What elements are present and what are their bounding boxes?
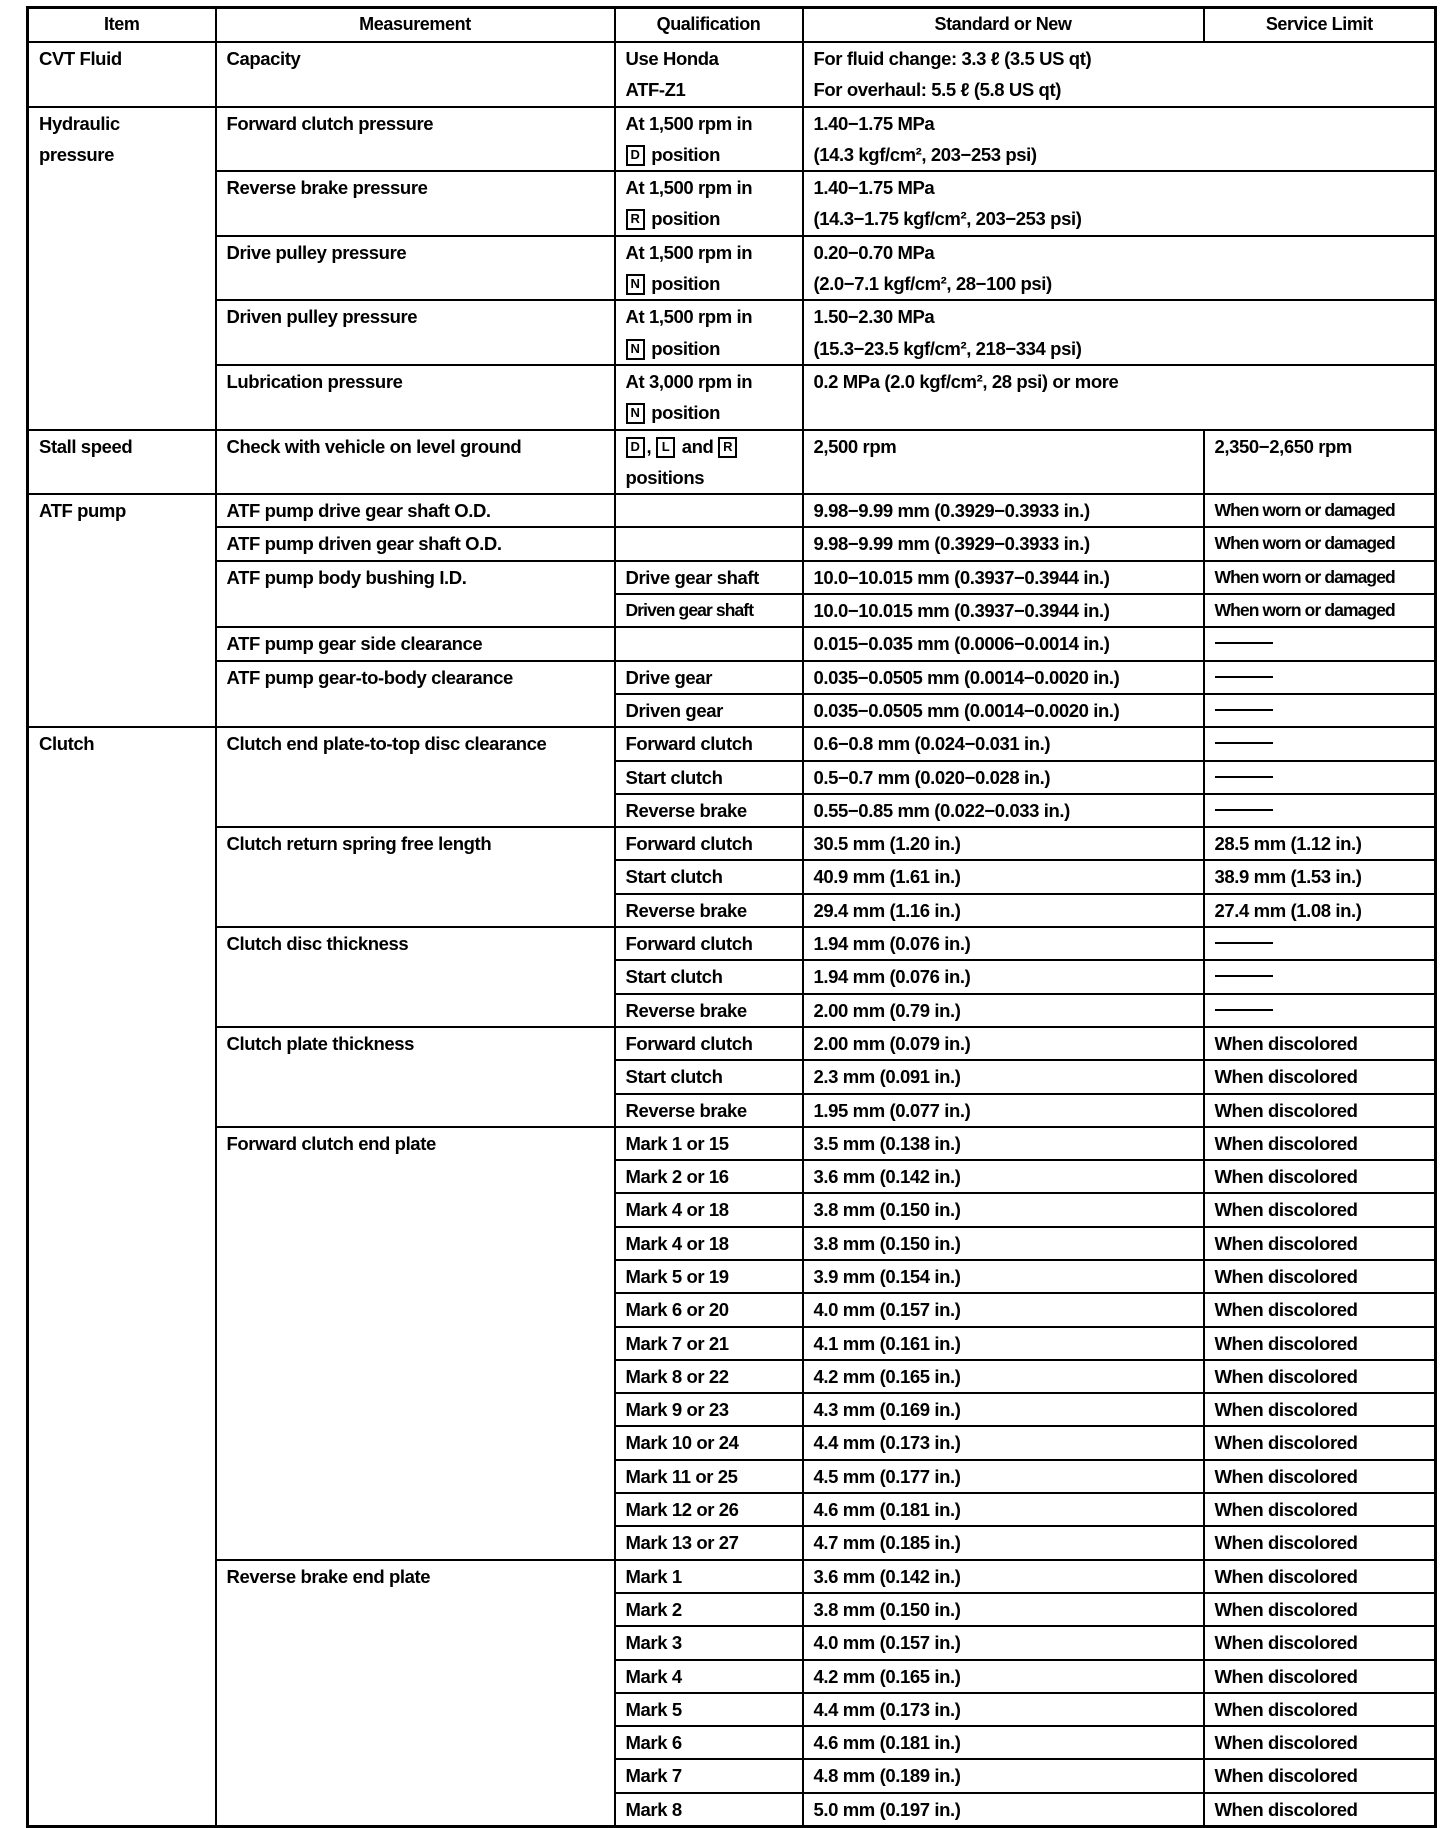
standard-cell: 1.94 mm (0.076 in.) — [803, 960, 1204, 993]
standard-cell: For fluid change: 3.3 ℓ (3.5 US qt) For overhaul: 5.5 ℓ (5.8 US qt) — [803, 42, 1436, 107]
service-limit-cell: When discolored — [1204, 1793, 1436, 1827]
qualification-cell: At 1,500 rpm in N position — [615, 236, 803, 301]
shift-position-l-icon: L — [656, 437, 675, 458]
qualification-cell: Mark 4 — [615, 1660, 803, 1693]
qualification-cell — [615, 627, 803, 660]
qualification-cell — [615, 494, 803, 527]
standard-cell: 4.6 mm (0.181 in.) — [803, 1726, 1204, 1759]
service-limit-cell: When discolored — [1204, 1094, 1436, 1127]
not-applicable-dash — [1215, 975, 1273, 977]
qualification-cell: Reverse brake — [615, 794, 803, 827]
service-limit-cell: When discolored — [1204, 1593, 1436, 1626]
table-row — [28, 107, 1436, 172]
standard-cell: 40.9 mm (1.61 in.) — [803, 860, 1204, 893]
shift-position-n-icon: N — [626, 403, 645, 424]
not-applicable-dash — [1215, 642, 1273, 644]
service-limit-cell: When discolored — [1204, 1027, 1436, 1060]
measurement-cell: Clutch plate thickness — [216, 1027, 615, 1127]
standard-cell: 9.98−9.99 mm (0.3929−0.3933 in.) — [803, 527, 1204, 560]
item-cell: CVT Fluid — [28, 42, 216, 107]
qualification-cell: At 1,500 rpm in R position — [615, 171, 803, 236]
measurement-cell: Drive pulley pressure — [216, 236, 615, 301]
service-limit-cell: When discolored — [1204, 1526, 1436, 1559]
table-body — [28, 42, 1436, 1827]
service-limit-cell — [1204, 694, 1436, 727]
service-limit-cell: When discolored — [1204, 1493, 1436, 1526]
standard-cell: 2.00 mm (0.79 in.) — [803, 994, 1204, 1027]
measurement-cell: Reverse brake end plate — [216, 1560, 615, 1827]
qualification-cell: Forward clutch — [615, 927, 803, 960]
standard-cell: 0.015−0.035 mm (0.0006−0.0014 in.) — [803, 627, 1204, 660]
table-row — [28, 527, 1436, 560]
service-limit-cell: When discolored — [1204, 1660, 1436, 1693]
standard-cell: 0.55−0.85 mm (0.022−0.033 in.) — [803, 794, 1204, 827]
qualification-cell: Start clutch — [615, 1060, 803, 1093]
table-row — [28, 927, 1436, 960]
shift-position-n-icon: N — [626, 339, 645, 360]
qualification-cell: Start clutch — [615, 761, 803, 794]
standard-cell: 2.3 mm (0.091 in.) — [803, 1060, 1204, 1093]
standard-cell: 3.8 mm (0.150 in.) — [803, 1593, 1204, 1626]
standard-cell: 1.95 mm (0.077 in.) — [803, 1094, 1204, 1127]
service-limit-cell: When discolored — [1204, 1260, 1436, 1293]
measurement-cell: Forward clutch pressure — [216, 107, 615, 172]
standard-cell: 4.2 mm (0.165 in.) — [803, 1360, 1204, 1393]
qualification-cell: Forward clutch — [615, 1027, 803, 1060]
qualification-cell: Mark 4 or 18 — [615, 1193, 803, 1226]
item-cell: ATF pump — [28, 494, 216, 727]
standard-cell: 3.6 mm (0.142 in.) — [803, 1560, 1204, 1593]
service-limit-cell: When worn or damaged — [1204, 527, 1436, 560]
qualification-cell: At 3,000 rpm in N position — [615, 365, 803, 430]
service-limit-cell: When discolored — [1204, 1160, 1436, 1193]
service-limit-cell: When discolored — [1204, 1759, 1436, 1792]
not-applicable-dash — [1215, 776, 1273, 778]
service-limit-cell: When discolored — [1204, 1293, 1436, 1326]
service-limit-cell: When discolored — [1204, 1327, 1436, 1360]
table-row — [28, 300, 1436, 365]
service-limit-cell: When discolored — [1204, 1460, 1436, 1493]
not-applicable-dash — [1215, 809, 1273, 811]
header-item: Item — [28, 8, 216, 43]
service-limit-cell: When worn or damaged — [1204, 594, 1436, 627]
qualification-cell: Mark 10 or 24 — [615, 1426, 803, 1459]
service-limit-cell: When discolored — [1204, 1193, 1436, 1226]
table-row — [28, 827, 1436, 860]
service-limit-cell — [1204, 627, 1436, 660]
standard-cell: 4.5 mm (0.177 in.) — [803, 1460, 1204, 1493]
not-applicable-dash — [1215, 942, 1273, 944]
standard-cell: 0.6−0.8 mm (0.024−0.031 in.) — [803, 727, 1204, 760]
service-limit-cell — [1204, 960, 1436, 993]
qualification-cell: Mark 1 or 15 — [615, 1127, 803, 1160]
qualification-cell: Mark 8 or 22 — [615, 1360, 803, 1393]
standard-cell: 0.035−0.0505 mm (0.0014−0.0020 in.) — [803, 694, 1204, 727]
measurement-cell: Check with vehicle on level ground — [216, 430, 615, 495]
qualification-cell: Driven gear — [615, 694, 803, 727]
shift-position-d-icon: D — [626, 437, 645, 458]
service-limit-cell: When discolored — [1204, 1060, 1436, 1093]
qualification-cell: Start clutch — [615, 960, 803, 993]
table-row — [28, 1027, 1436, 1060]
header-qualification: Qualification — [615, 8, 803, 43]
specifications-table — [26, 6, 1437, 1828]
service-limit-cell: When discolored — [1204, 1693, 1436, 1726]
measurement-cell: Forward clutch end plate — [216, 1127, 615, 1560]
table-row — [28, 494, 1436, 527]
qualification-cell: Mark 7 — [615, 1759, 803, 1792]
table-row — [28, 561, 1436, 594]
qualification-cell: Reverse brake — [615, 1094, 803, 1127]
shift-position-r-icon: R — [718, 437, 737, 458]
header-service-limit: Service Limit — [1204, 8, 1436, 43]
table-row — [28, 365, 1436, 430]
qualification-cell: Mark 12 or 26 — [615, 1493, 803, 1526]
qualification-cell: Mark 11 or 25 — [615, 1460, 803, 1493]
table-row — [28, 171, 1436, 236]
qualification-cell: Mark 6 — [615, 1726, 803, 1759]
qualification-cell: Mark 2 — [615, 1593, 803, 1626]
table-row — [28, 661, 1436, 694]
service-limit-cell: 2,350−2,650 rpm — [1204, 430, 1436, 495]
standard-cell: 10.0−10.015 mm (0.3937−0.3944 in.) — [803, 594, 1204, 627]
service-limit-cell: When discolored — [1204, 1393, 1436, 1426]
item-cell: Clutch — [28, 727, 216, 1826]
standard-cell: 3.9 mm (0.154 in.) — [803, 1260, 1204, 1293]
standard-cell: 3.6 mm (0.142 in.) — [803, 1160, 1204, 1193]
header-measurement: Measurement — [216, 8, 615, 43]
standard-cell: 0.5−0.7 mm (0.020−0.028 in.) — [803, 761, 1204, 794]
qualification-cell: Mark 5 — [615, 1693, 803, 1726]
not-applicable-dash — [1215, 676, 1273, 678]
header-row — [28, 8, 1436, 43]
standard-cell: 4.1 mm (0.161 in.) — [803, 1327, 1204, 1360]
service-limit-cell: When discolored — [1204, 1726, 1436, 1759]
not-applicable-dash — [1215, 1009, 1273, 1011]
standard-cell: 4.0 mm (0.157 in.) — [803, 1293, 1204, 1326]
qualification-cell: Forward clutch — [615, 727, 803, 760]
qualification-cell: At 1,500 rpm in N position — [615, 300, 803, 365]
service-limit-cell: When discolored — [1204, 1127, 1436, 1160]
standard-cell: 4.4 mm (0.173 in.) — [803, 1426, 1204, 1459]
qualification-cell: D , L and R positions — [615, 430, 803, 495]
shift-position-d-icon: D — [626, 145, 645, 166]
standard-cell: 3.8 mm (0.150 in.) — [803, 1227, 1204, 1260]
table-row — [28, 1560, 1436, 1593]
standard-cell: 4.3 mm (0.169 in.) — [803, 1393, 1204, 1426]
standard-cell: 4.7 mm (0.185 in.) — [803, 1526, 1204, 1559]
standard-cell: 0.20−0.70 MPa (2.0−7.1 kgf/cm², 28−100 psi) — [803, 236, 1436, 301]
service-limit-cell: 28.5 mm (1.12 in.) — [1204, 827, 1436, 860]
standard-cell: 0.2 MPa (2.0 kgf/cm², 28 psi) or more — [803, 365, 1436, 430]
standard-cell: 1.40−1.75 MPa (14.3−1.75 kgf/cm², 203−253 psi) — [803, 171, 1436, 236]
standard-cell: 9.98−9.99 mm (0.3929−0.3933 in.) — [803, 494, 1204, 527]
qualification-cell: Mark 1 — [615, 1560, 803, 1593]
service-limit-cell — [1204, 727, 1436, 760]
table-row — [28, 236, 1436, 301]
table-row — [28, 430, 1436, 495]
service-limit-cell — [1204, 994, 1436, 1027]
standard-cell: 4.2 mm (0.165 in.) — [803, 1660, 1204, 1693]
service-limit-cell: When discolored — [1204, 1426, 1436, 1459]
service-limit-cell: When worn or damaged — [1204, 494, 1436, 527]
measurement-cell: ATF pump drive gear shaft O.D. — [216, 494, 615, 527]
qualification-cell: At 1,500 rpm in D position — [615, 107, 803, 172]
qualification-cell — [615, 527, 803, 560]
standard-cell: 4.6 mm (0.181 in.) — [803, 1493, 1204, 1526]
qualification-cell: Mark 7 or 21 — [615, 1327, 803, 1360]
qualification-cell: Mark 3 — [615, 1626, 803, 1659]
service-limit-cell: 27.4 mm (1.08 in.) — [1204, 894, 1436, 927]
standard-cell: 3.8 mm (0.150 in.) — [803, 1193, 1204, 1226]
service-limit-cell: When discolored — [1204, 1227, 1436, 1260]
shift-position-n-icon: N — [626, 274, 645, 295]
standard-cell: 1.94 mm (0.076 in.) — [803, 927, 1204, 960]
measurement-cell: Clutch disc thickness — [216, 927, 615, 1027]
shift-position-r-icon: R — [626, 209, 645, 230]
table-row — [28, 727, 1436, 760]
qualification-cell: Drive gear shaft — [615, 561, 803, 594]
table-row — [28, 1127, 1436, 1160]
service-limit-cell: When worn or damaged — [1204, 561, 1436, 594]
item-cell: Stall speed — [28, 430, 216, 495]
standard-cell: 2,500 rpm — [803, 430, 1204, 495]
standard-cell: 29.4 mm (1.16 in.) — [803, 894, 1204, 927]
not-applicable-dash — [1215, 709, 1273, 711]
qualification-cell: Reverse brake — [615, 994, 803, 1027]
qualification-cell: Mark 8 — [615, 1793, 803, 1827]
measurement-cell: Clutch end plate-to-top disc clearance — [216, 727, 615, 827]
service-limit-cell — [1204, 661, 1436, 694]
measurement-cell: Reverse brake pressure — [216, 171, 615, 236]
standard-cell: 5.0 mm (0.197 in.) — [803, 1793, 1204, 1827]
standard-cell: 30.5 mm (1.20 in.) — [803, 827, 1204, 860]
standard-cell: 4.0 mm (0.157 in.) — [803, 1626, 1204, 1659]
header-standard: Standard or New — [803, 8, 1204, 43]
standard-cell: 4.4 mm (0.173 in.) — [803, 1693, 1204, 1726]
qualification-cell: Mark 2 or 16 — [615, 1160, 803, 1193]
service-limit-cell — [1204, 794, 1436, 827]
qualification-cell: Mark 4 or 18 — [615, 1227, 803, 1260]
qualification-cell: Start clutch — [615, 860, 803, 893]
measurement-cell: Driven pulley pressure — [216, 300, 615, 365]
measurement-cell: Clutch return spring free length — [216, 827, 615, 927]
qualification-cell: Mark 13 or 27 — [615, 1526, 803, 1559]
measurement-cell: ATF pump driven gear shaft O.D. — [216, 527, 615, 560]
qualification-cell: Reverse brake — [615, 894, 803, 927]
standard-cell: 0.035−0.0505 mm (0.0014−0.0020 in.) — [803, 661, 1204, 694]
standard-cell: 10.0−10.015 mm (0.3937−0.3944 in.) — [803, 561, 1204, 594]
standard-cell: 1.40−1.75 MPa (14.3 kgf/cm², 203−253 psi) — [803, 107, 1436, 172]
service-limit-cell — [1204, 927, 1436, 960]
qualification-cell: Mark 9 or 23 — [615, 1393, 803, 1426]
measurement-cell: Lubrication pressure — [216, 365, 615, 430]
qualification-cell: Driven gear shaft — [615, 594, 803, 627]
standard-cell: 4.8 mm (0.189 in.) — [803, 1759, 1204, 1792]
measurement-cell: ATF pump gear-to-body clearance — [216, 661, 615, 728]
standard-cell: 3.5 mm (0.138 in.) — [803, 1127, 1204, 1160]
service-limit-cell: 38.9 mm (1.53 in.) — [1204, 860, 1436, 893]
item-cell: Hydraulic pressure — [28, 107, 216, 430]
standard-cell: 1.50−2.30 MPa (15.3−23.5 kgf/cm², 218−334 psi) — [803, 300, 1436, 365]
qualification-cell: Forward clutch — [615, 827, 803, 860]
service-limit-cell: When discolored — [1204, 1626, 1436, 1659]
table-row — [28, 627, 1436, 660]
service-limit-cell: When discolored — [1204, 1360, 1436, 1393]
measurement-cell: ATF pump body bushing I.D. — [216, 561, 615, 628]
qualification-cell: Mark 6 or 20 — [615, 1293, 803, 1326]
table-row — [28, 42, 1436, 107]
service-limit-cell: When discolored — [1204, 1560, 1436, 1593]
qualification-cell: Use Honda ATF-Z1 — [615, 42, 803, 107]
measurement-cell: ATF pump gear side clearance — [216, 627, 615, 660]
measurement-cell: Capacity — [216, 42, 615, 107]
qualification-cell: Drive gear — [615, 661, 803, 694]
qualification-cell: Mark 5 or 19 — [615, 1260, 803, 1293]
standard-cell: 2.00 mm (0.079 in.) — [803, 1027, 1204, 1060]
not-applicable-dash — [1215, 742, 1273, 744]
service-limit-cell — [1204, 761, 1436, 794]
